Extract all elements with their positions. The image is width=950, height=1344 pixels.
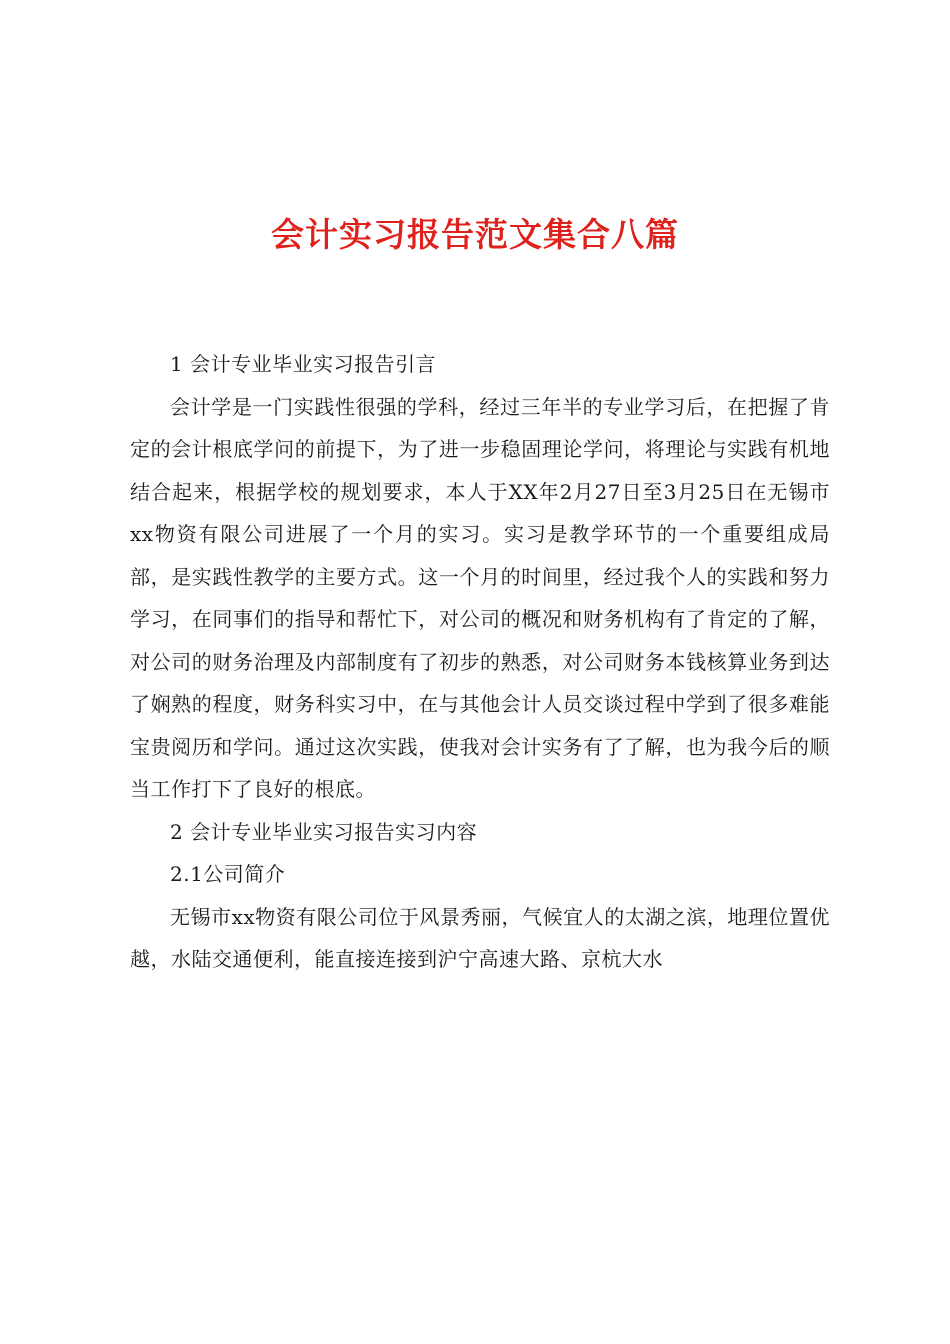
- document-body: [130, 343, 830, 981]
- paragraph-company: 无锡市xx物资有限公司位于风景秀丽，气候宜人的太湖之滨，地理位置优越，水陆交通便利，能直接连接到沪宁高速大路、京杭大水: [130, 904, 830, 971]
- section-heading-intro: 1 会计专业毕业实习报告引言: [170, 352, 437, 376]
- paragraph-intro: 会计学是一门实践性很强的学科，经过三年半的专业学习后，在把握了肯定的会计根底学问的前提下，为了进一步稳固理论学问，将理论与实践有机地结合起来，根据学校的规划要求，本人于XX年2月27日至3月25日在无锡市xx物资有限公司进展了一个月的实习。实习是教学环节的一个重要组成局部，是实践性教学的主要方式。这一个月的时间里，经过我个人的实践和努力学习，在同事们的指导和帮忙下，对公司的概况和财务机构有了肯定的了解，对公司的财务治理及内部制度有了初步的熟悉，对公司财务本钱核算业务到达了娴熟的程度，财务科实习中，在与其他会计人员交谈过程中学到了很多难能宝贵阅历和学问。通过这次实践，使我对会计实务有了了解，也为我今后的顺当工作打下了良好的根底。: [130, 394, 830, 801]
- subsection-heading-company: 2.1公司简介: [170, 862, 286, 886]
- document-title: 会计实习报告范文集合八篇: [271, 215, 679, 254]
- section-heading-content: 2 会计专业毕业实习报告实习内容: [170, 819, 478, 844]
